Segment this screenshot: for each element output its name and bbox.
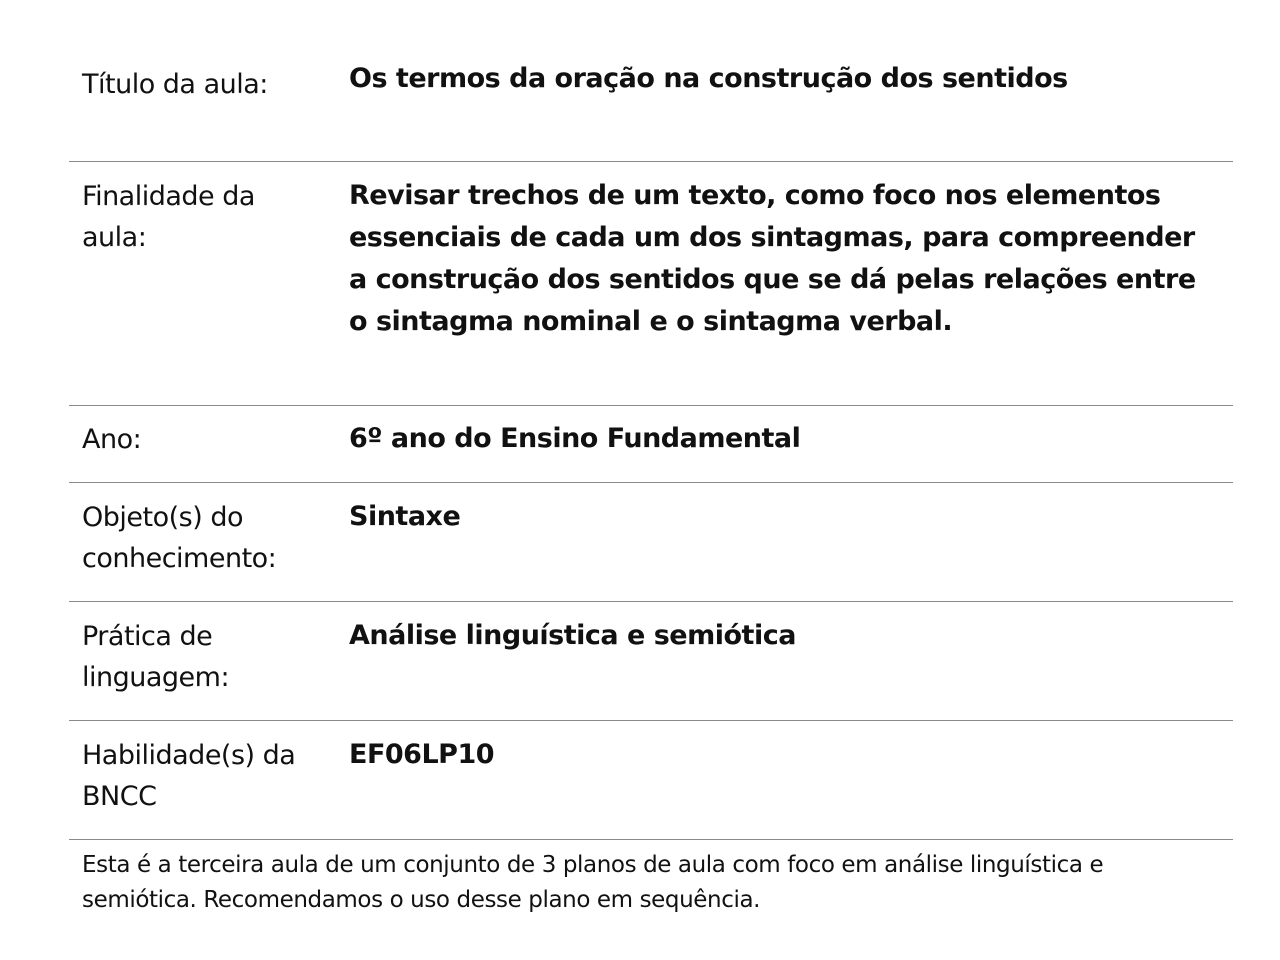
row-value-language-practice: Análise linguística e semiótica — [349, 620, 796, 651]
table-row-title — [69, 0, 1233, 162]
row-label-purpose: Finalidade da aula: — [82, 181, 255, 253]
row-label-bncc-skills: Habilidade(s) da BNCC — [82, 740, 296, 812]
row-value-purpose: Revisar trechos de um texto, como foco nos elementos essenciais de cada um dos sintagmas, para compreender a construção dos sentidos que se dá pelas relações entre o sintagma nominal e o sintagma verbal. — [349, 180, 1196, 337]
row-label-language-practice: Prática de linguagem: — [82, 621, 230, 693]
row-value-year: 6º ano do Ensino Fundamental — [349, 423, 801, 454]
row-value-knowledge-object: Sintaxe — [349, 501, 461, 532]
row-label-year: Ano: — [82, 424, 142, 455]
table-row-language-practice — [69, 602, 1233, 721]
row-value-bncc-skills: EF06LP10 — [349, 739, 495, 770]
row-label-title: Título da aula: — [82, 69, 268, 100]
table-row-purpose — [69, 162, 1233, 406]
row-value-title: Os termos da oração na construção dos sentidos — [349, 63, 1068, 94]
table-row-knowledge-object — [69, 483, 1233, 602]
sequence-note: Esta é a terceira aula de um conjunto de 3 planos de aula com foco em análise linguística e semiótica. Recomendamos o uso desse plano em sequência. — [82, 852, 1104, 913]
row-label-knowledge-object: Objeto(s) do conhecimento: — [82, 502, 277, 574]
table-row-year — [69, 406, 1233, 483]
table-row-bncc-skills — [69, 721, 1233, 840]
